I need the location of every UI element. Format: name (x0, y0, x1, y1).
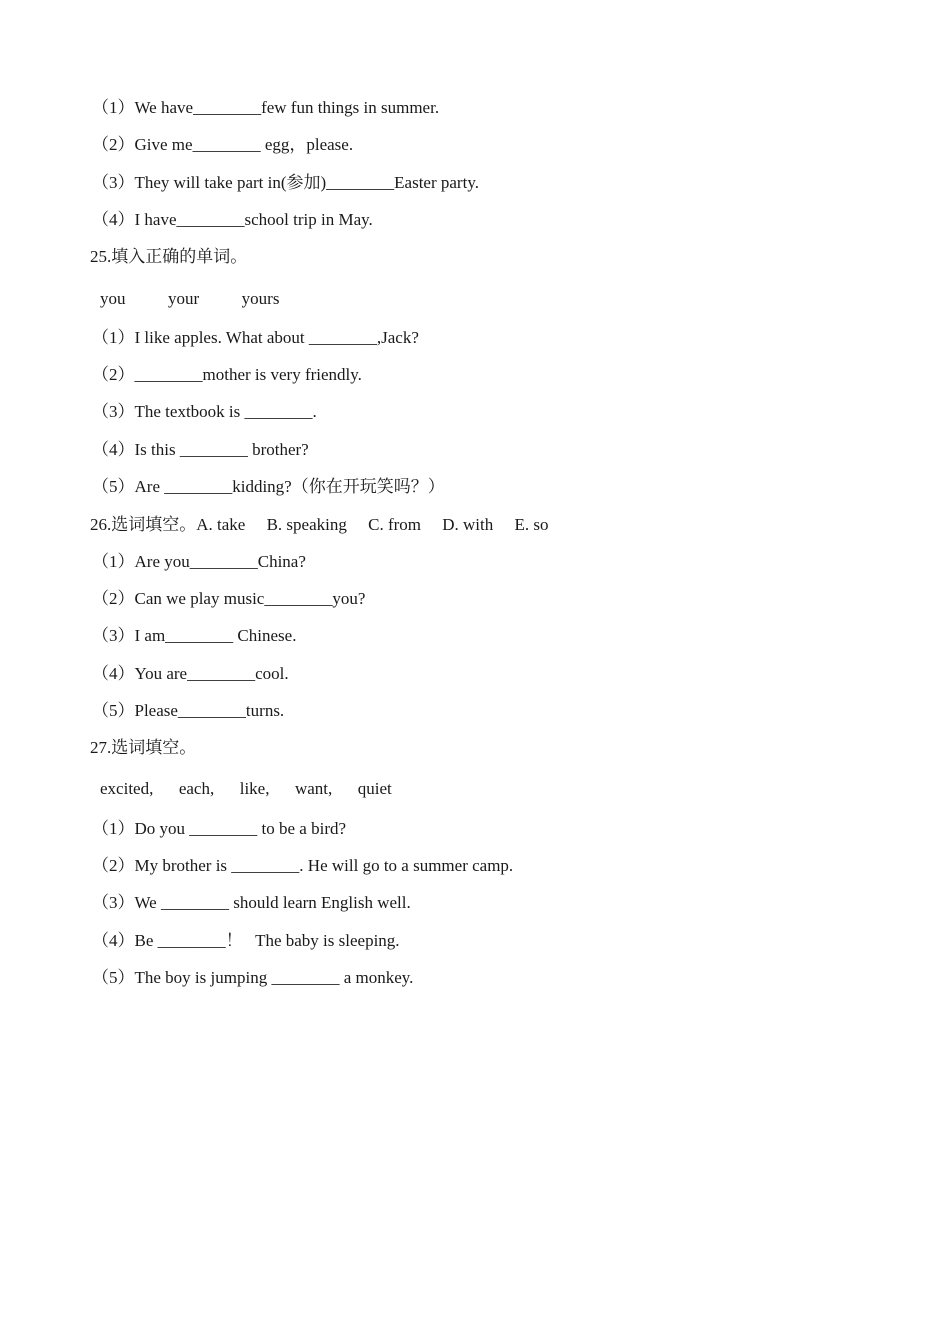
s27-heading: 27.选词填空。 (90, 738, 197, 757)
s27-question-1: （1）Do you ________ to be a bird? (92, 819, 347, 838)
s25-word-options: you your yours (100, 289, 280, 308)
s26-question-4: （4）You are________cool. (92, 664, 289, 683)
s25-heading: 25.填入正确的单词。 (90, 247, 248, 266)
s25-question-5: （5）Are ________kidding?（你在开玩笑吗？） (92, 477, 445, 496)
s27-question-5: （5）The boy is jumping ________ a monkey. (92, 968, 414, 987)
s26-question-5: （5）Please________turns. (92, 701, 285, 720)
s25-question-2: （2）________mother is very friendly. (92, 365, 362, 384)
s25-question-1: （1）I like apples. What about ________,Jack? (92, 328, 419, 347)
s26-question-3: （3）I am________ Chinese. (92, 626, 297, 645)
s26-question-1: （1）Are you________China? (92, 552, 306, 571)
s27-word-options: excited, each, like, want, quiet (100, 779, 392, 798)
s27-question-3: （3）We ________ should learn English well. (92, 893, 411, 912)
s26-question-2: （2）Can we play music________you? (92, 589, 366, 608)
s24-question-3: （3）They will take part in(参加)________Easter party. (92, 173, 479, 192)
s26-heading: 26.选词填空。A. take B. speaking C. from D. with E. so (90, 515, 549, 534)
s24-question-4: （4）I have________school trip in May. (92, 210, 373, 229)
s24-question-1: （1）We have________few fun things in summer. (92, 98, 440, 117)
s25-question-4: （4）Is this ________ brother? (92, 440, 309, 459)
s24-question-2: （2）Give me________ egg，please. (92, 135, 354, 154)
s27-question-4: （4）Be ________！ The baby is sleeping. (92, 931, 400, 950)
s25-question-3: （3）The textbook is ________. (92, 402, 317, 421)
s27-question-2: （2）My brother is ________. He will go to a summer camp. (92, 856, 514, 875)
